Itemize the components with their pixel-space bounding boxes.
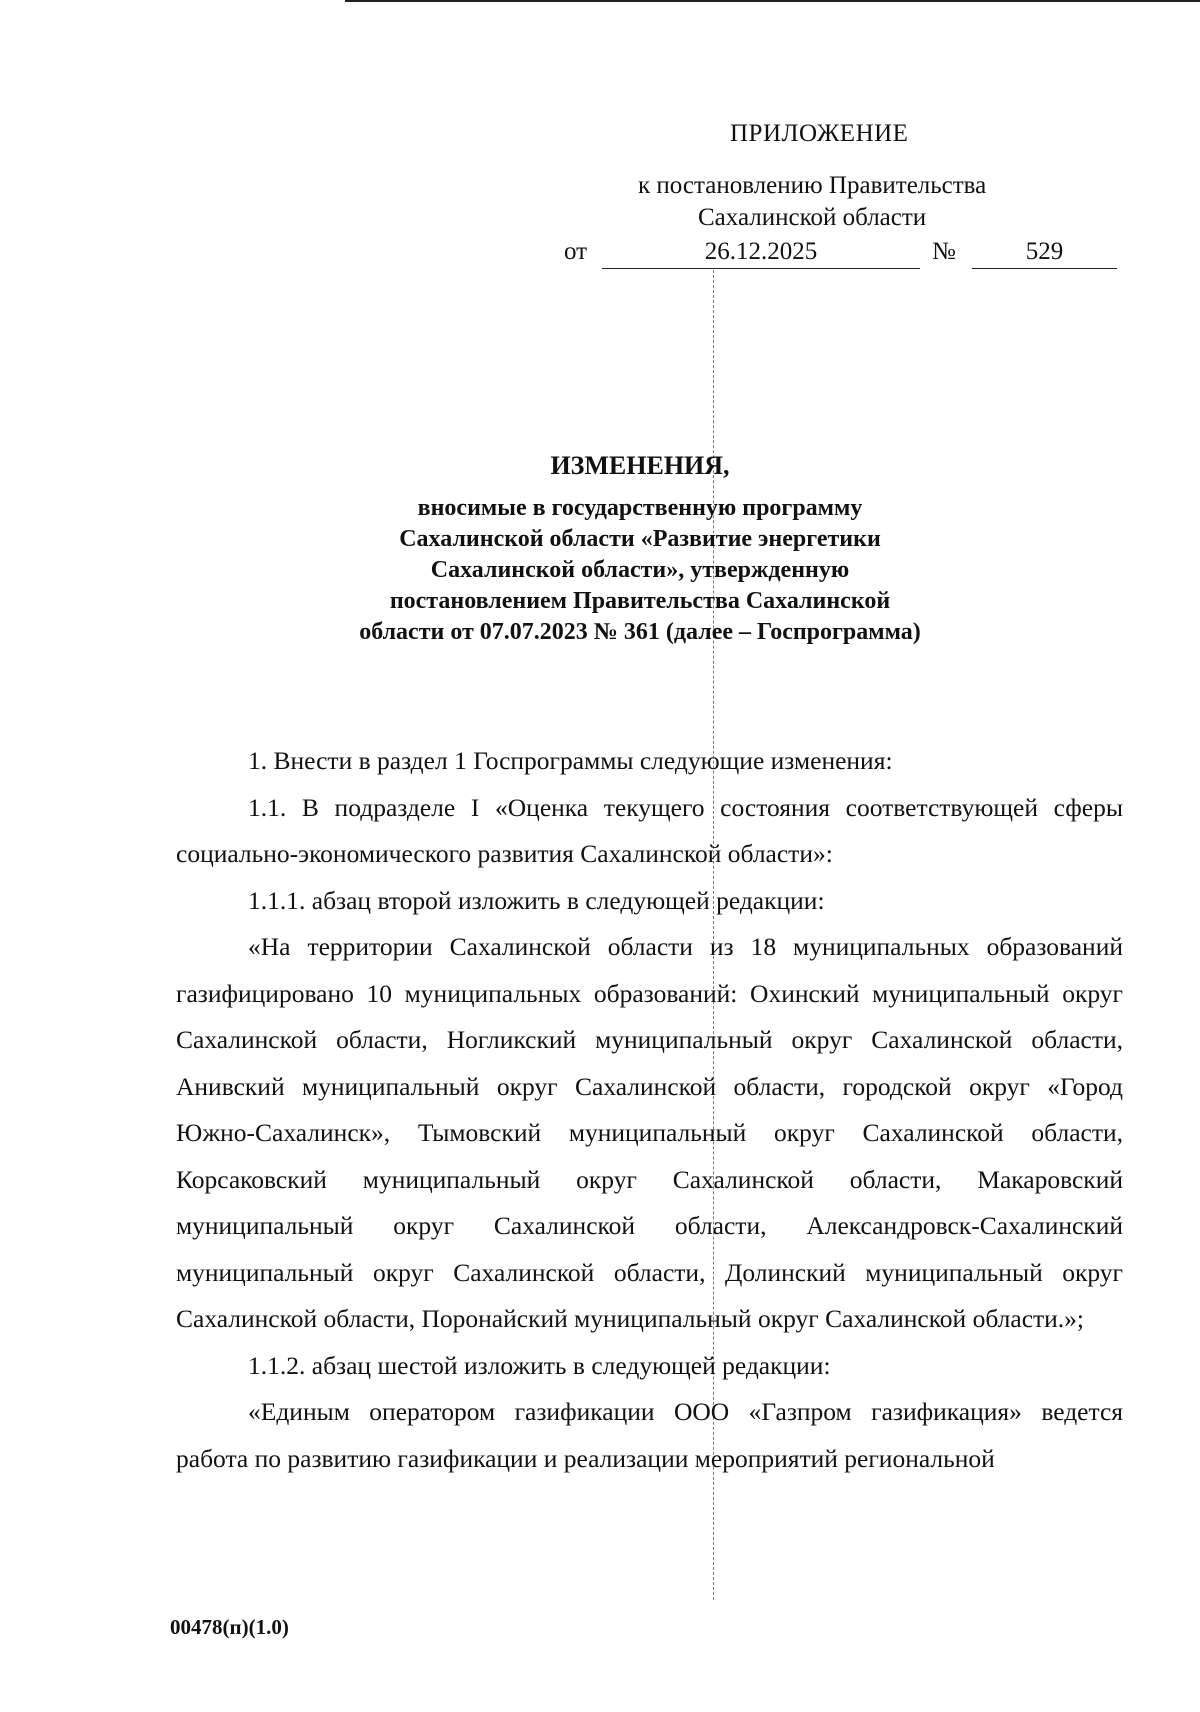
document-code: 00478(п)(1.0) xyxy=(170,1615,289,1639)
heading-line-5: области от 07.07.2023 № 361 (далее – Госпрограмма) xyxy=(359,619,921,645)
top-edge-rule xyxy=(345,0,1200,2)
order-reference-row xyxy=(560,238,1120,272)
appendix-line-1: к постановлению Правительства xyxy=(638,172,987,199)
heading-line-1: вносимые в государственную программу xyxy=(417,495,863,521)
heading-line-2: Сахалинской области «Развитие энергетики xyxy=(399,526,881,552)
paragraph: 1.1.2. абзац шестой изложить в следующей редакции: xyxy=(248,1350,831,1380)
order-number: 529 xyxy=(972,238,1117,269)
document-heading xyxy=(240,450,1040,648)
paragraph: 1. Внести в раздел 1 Госпрограммы следующие изменения: xyxy=(248,746,893,775)
appendix-title: ПРИЛОЖЕНИЕ xyxy=(730,120,909,147)
heading-line-4: постановлением Правительства Сахалинской xyxy=(389,588,891,614)
appendix-line-2: Сахалинской области xyxy=(698,204,927,231)
order-date: 26.12.2025 xyxy=(602,238,920,269)
document-body xyxy=(176,738,1123,1482)
from-label: от xyxy=(564,238,588,265)
heading-line-3: Сахалинской области», утвержденную xyxy=(430,557,850,583)
heading-main: ИЗМЕНЕНИЯ, xyxy=(550,451,730,480)
number-label: № xyxy=(932,238,956,265)
paragraph: «На территории Сахалинской области из 18 муниципальных образований газифицировано 10 муниципальных образований: Охинский муниципальный округ Сахалинской области, Ногликский муниципальный округ Сахалинской области, Анивский муниципальный округ Сахалинской области, городской округ «Город Южно-Сахалинск», Тымовский муниципальный округ Сахалинской области, Корсаковский муниципальный округ Сахалинской области, Макаровский муниципальный округ Сахалинской области, Александровск-Сахалинский муниципальный округ Сахалинской области, Долинский муниципальный округ Сахалинской области, Поронайский муниципальный округ Сахалинской области.»; xyxy=(176,932,1123,1333)
paragraph: «Единым оператором газификации ООО «Газпром газификация» ведется работа по развитию газификации и реализации мероприятий региональной xyxy=(176,1397,1123,1473)
paragraph: 1.1.1. абзац второй изложить в следующей редакции: xyxy=(248,885,825,915)
paragraph: 1.1. В подразделе I «Оценка текущего состояния соответствующей сферы социально-экономического развития Сахалинской области»: xyxy=(176,792,1123,868)
